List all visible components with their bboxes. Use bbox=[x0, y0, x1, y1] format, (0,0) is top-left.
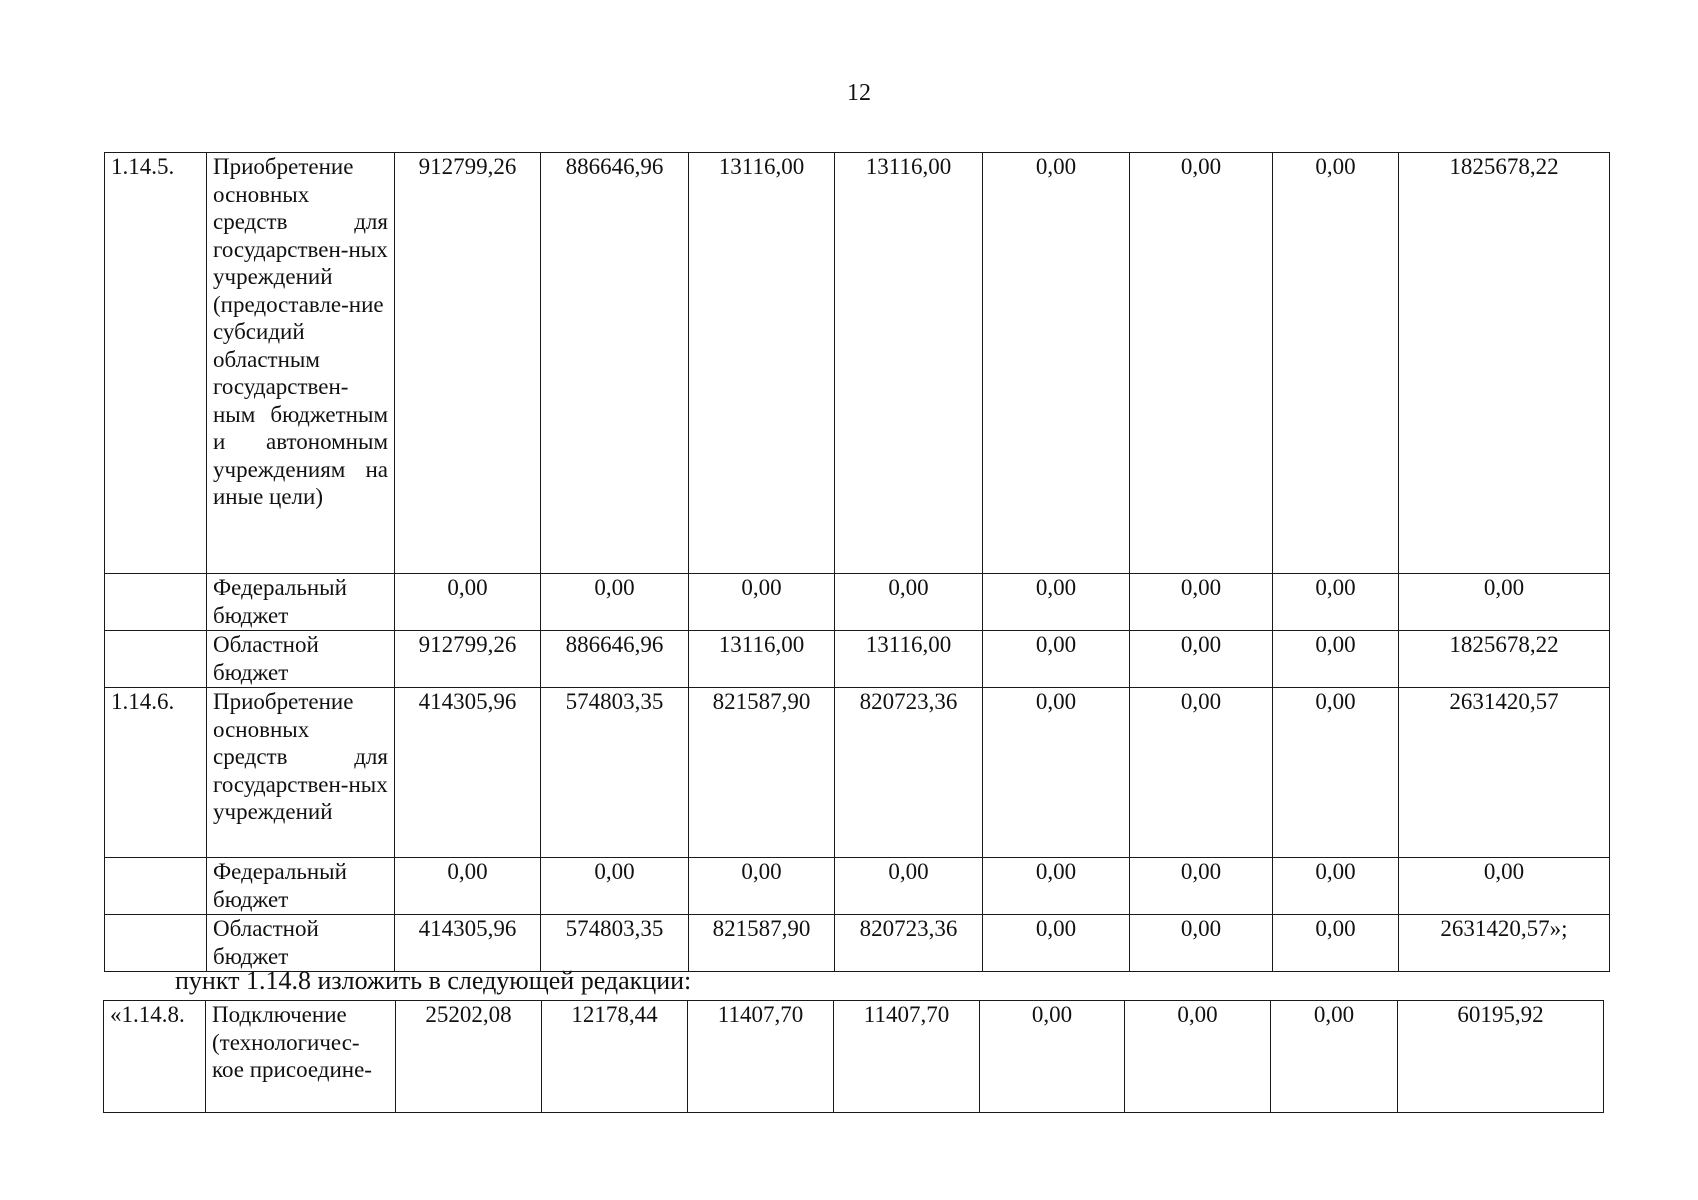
value-cell: 60195,92 bbox=[1398, 1001, 1604, 1113]
value-cell: 0,00 bbox=[541, 574, 689, 631]
row-name: Федеральный бюджет bbox=[207, 574, 395, 631]
value-cell: 886646,96 bbox=[541, 153, 689, 574]
row-name: Подключение (технологичес-кое присоедине- bbox=[206, 1001, 396, 1113]
value-cell: 11407,70 bbox=[688, 1001, 834, 1113]
value-cell: 0,00 bbox=[1130, 858, 1273, 915]
value-cell: 820723,36 bbox=[835, 915, 983, 972]
value-cell: 0,00 bbox=[983, 574, 1130, 631]
value-cell: 821587,90 bbox=[689, 915, 835, 972]
table-row bbox=[105, 915, 1610, 972]
value-cell: 13116,00 bbox=[689, 153, 835, 574]
row-name: Областной бюджет bbox=[207, 631, 395, 688]
row-code bbox=[105, 858, 207, 915]
value-cell: 0,00 bbox=[1273, 688, 1399, 858]
value-cell: 821587,90 bbox=[689, 688, 835, 858]
row-code: 1.14.6. bbox=[105, 688, 207, 858]
row-code: «1.14.8. bbox=[104, 1001, 206, 1113]
table-row bbox=[105, 631, 1610, 688]
value-cell: 12178,44 bbox=[542, 1001, 688, 1113]
row-name: Приобретение основных средств для государствен-ных учреждений bbox=[207, 688, 395, 858]
value-cell: 0,00 bbox=[983, 631, 1130, 688]
value-cell: 820723,36 bbox=[835, 688, 983, 858]
row-name: Федеральный бюджет bbox=[207, 858, 395, 915]
value-cell: 13116,00 bbox=[835, 631, 983, 688]
value-cell: 0,00 bbox=[1130, 688, 1273, 858]
value-cell: 2631420,57»; bbox=[1399, 915, 1610, 972]
row-name: Областной бюджет bbox=[207, 915, 395, 972]
row-name: Приобретение основных средств для государствен-ных учреждений (предоставле-ние субсидий областным государствен-ным бюджетным и автономным учреждениям на иные цели) bbox=[207, 153, 395, 574]
value-cell: 574803,35 bbox=[541, 915, 689, 972]
value-cell: 0,00 bbox=[983, 858, 1130, 915]
value-cell: 0,00 bbox=[1130, 915, 1273, 972]
amended-item-table bbox=[103, 1000, 1604, 1113]
value-cell: 1825678,22 bbox=[1399, 153, 1610, 574]
budget-table bbox=[104, 152, 1610, 972]
value-cell: 0,00 bbox=[1273, 631, 1399, 688]
page-number: 12 bbox=[847, 80, 871, 106]
table-row bbox=[105, 688, 1610, 858]
table-row bbox=[105, 574, 1610, 631]
value-cell: 912799,26 bbox=[395, 153, 541, 574]
value-cell: 13116,00 bbox=[835, 153, 983, 574]
value-cell: 11407,70 bbox=[834, 1001, 980, 1113]
value-cell: 414305,96 bbox=[395, 688, 541, 858]
value-cell: 0,00 bbox=[1399, 574, 1610, 631]
value-cell: 0,00 bbox=[689, 858, 835, 915]
table-row bbox=[105, 153, 1610, 574]
value-cell: 912799,26 bbox=[395, 631, 541, 688]
value-cell: 0,00 bbox=[541, 858, 689, 915]
value-cell: 0,00 bbox=[1273, 574, 1399, 631]
value-cell: 0,00 bbox=[1271, 1001, 1398, 1113]
table-row bbox=[105, 858, 1610, 915]
value-cell: 2631420,57 bbox=[1399, 688, 1610, 858]
row-code: 1.14.5. bbox=[105, 153, 207, 574]
row-code bbox=[105, 915, 207, 972]
value-cell: 886646,96 bbox=[541, 631, 689, 688]
value-cell: 0,00 bbox=[983, 915, 1130, 972]
value-cell: 0,00 bbox=[395, 574, 541, 631]
value-cell: 414305,96 bbox=[395, 915, 541, 972]
table-row bbox=[104, 1001, 1604, 1113]
value-cell: 25202,08 bbox=[396, 1001, 542, 1113]
value-cell: 0,00 bbox=[1130, 574, 1273, 631]
value-cell: 0,00 bbox=[1130, 153, 1273, 574]
value-cell: 0,00 bbox=[1273, 858, 1399, 915]
value-cell: 0,00 bbox=[1273, 153, 1399, 574]
value-cell: 0,00 bbox=[835, 574, 983, 631]
value-cell: 574803,35 bbox=[541, 688, 689, 858]
value-cell: 0,00 bbox=[1399, 858, 1610, 915]
value-cell: 0,00 bbox=[1273, 915, 1399, 972]
row-code bbox=[105, 631, 207, 688]
amendment-text: пункт 1.14.8 изложить в следующей редакции: bbox=[175, 966, 692, 995]
value-cell: 0,00 bbox=[983, 688, 1130, 858]
value-cell: 0,00 bbox=[835, 858, 983, 915]
value-cell: 0,00 bbox=[689, 574, 835, 631]
value-cell: 0,00 bbox=[983, 153, 1130, 574]
value-cell: 0,00 bbox=[1125, 1001, 1271, 1113]
value-cell: 0,00 bbox=[395, 858, 541, 915]
value-cell: 1825678,22 bbox=[1399, 631, 1610, 688]
row-code bbox=[105, 574, 207, 631]
value-cell: 13116,00 bbox=[689, 631, 835, 688]
value-cell: 0,00 bbox=[1130, 631, 1273, 688]
value-cell: 0,00 bbox=[980, 1001, 1125, 1113]
